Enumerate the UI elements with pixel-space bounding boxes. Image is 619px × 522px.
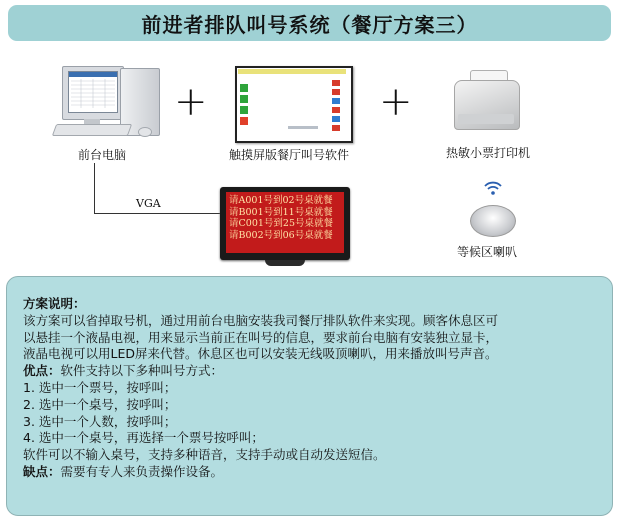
printer-panel <box>458 114 514 124</box>
wireless-signal-icon <box>483 178 503 196</box>
tv-call-line: 请B002号到06号桌就餐 <box>229 229 333 241</box>
ceiling-speaker <box>470 205 516 237</box>
description-panel <box>6 276 613 516</box>
call-method-item: 4. 选中一个桌号，再选择一个票号按呼叫； <box>23 430 264 446</box>
vga-label: VGA <box>136 197 161 210</box>
plus-sign-2: + <box>379 79 413 125</box>
description-heading: 方案说明： <box>23 296 86 311</box>
tv-call-line: 请C001号到25号桌就餐 <box>229 218 333 229</box>
vga-connection-horizontal <box>94 213 222 214</box>
call-method-item: 2. 选中一个桌号，按呼叫； <box>23 396 177 412</box>
pc-label: 前台电脑 <box>78 148 127 162</box>
tv-stand <box>265 260 305 266</box>
advantages-line <box>23 363 612 380</box>
lcd-tv-screen <box>226 192 344 253</box>
call-method-item: 1. 选中一个票号，按呼叫； <box>23 379 177 395</box>
description-line: 液晶电视可以用LED屏来代替。休息区也可以安装无线吸顶喇叭，用来播放叫号声音。 <box>23 346 498 362</box>
description-line: 以悬挂一个液晶电视，用来显示当前正在叫号的信息，要求前台电脑有安装独立显卡， <box>23 329 499 345</box>
pc-mouse <box>138 127 152 137</box>
pc-keyboard <box>52 124 132 136</box>
pc-screen <box>68 71 118 113</box>
disadvantages-label: 缺点： <box>23 463 61 479</box>
printer-label: 热敏小票打印机 <box>446 146 531 160</box>
disadvantages-line <box>23 464 612 481</box>
speaker-label: 等候区喇叭 <box>457 245 518 259</box>
page-title: 前进者排队叫号系统（餐厅方案三） <box>8 5 611 41</box>
extra-features-line: 软件可以不输入桌号，支持多种语音，支持手动或自动发送短信。 <box>23 447 386 463</box>
advantages-text: 软件支持以下多种叫号方式： <box>60 363 224 379</box>
plus-sign-1: + <box>174 79 208 125</box>
touch-screen-header-strip <box>238 69 346 74</box>
description-line: 该方案可以省掉取号机，通过用前台电脑安装我司餐厅排队软件来实现。顾客休息区可 <box>23 312 499 328</box>
touch-screen-buttons <box>238 76 346 136</box>
call-method-item: 3. 选中一个人数，按呼叫； <box>23 413 177 429</box>
touch-screen-label: 触摸屏版餐厅叫号软件 <box>229 148 350 162</box>
advantages-label: 优点： <box>23 363 61 379</box>
tv-call-line: 请B001号到11号桌就餐 <box>229 206 333 218</box>
disadvantages-text: 需要有专人来负责操作设备。 <box>60 463 224 479</box>
tv-call-line: 请A001号到02号桌就餐 <box>229 195 333 206</box>
vga-connection-vertical <box>94 163 95 214</box>
